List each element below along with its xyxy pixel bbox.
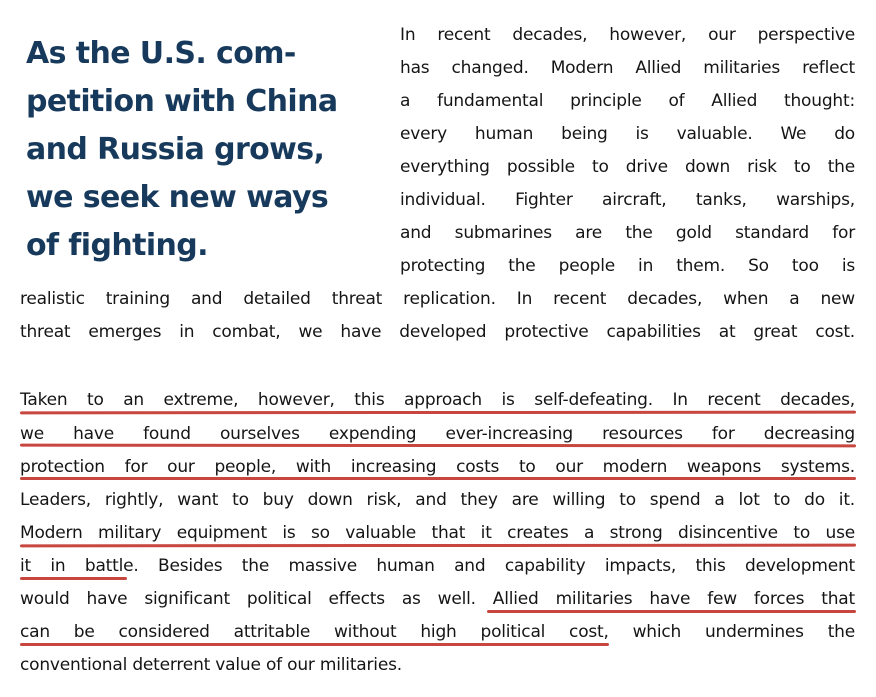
pull-quote-line: As the U.S. com- (26, 36, 296, 71)
paragraph-line: Taken to an extreme, however, this approach is self-defeating. In recent decades, (20, 390, 855, 410)
paragraph-line: everything possible to drive down risk to the (400, 157, 855, 177)
paragraph-line: individual. Fighter aircraft, tanks, warships, (400, 190, 855, 210)
highlight-underline (20, 643, 609, 646)
paragraph-line: protection for our people, with increasing costs to our modern weapons systems. (20, 457, 855, 477)
paragraph-line: would have significant political effects as well. Allied militaries have few forces that (20, 589, 855, 609)
pull-quote-line: we seek new ways (26, 180, 329, 215)
highlight-underline (487, 610, 856, 613)
paragraph-line: can be considered attritable without high political cost, which undermines the (20, 622, 855, 642)
paragraph-line: conventional deterrent value of our militaries. (20, 655, 402, 675)
paragraph-line: every human being is valuable. We do (400, 124, 855, 144)
paragraph-line: Modern military equipment is so valuable that it creates a strong disincentive to use (20, 523, 855, 543)
highlight-underline (20, 577, 127, 580)
paragraph-line: it in battle. Besides the massive human and capability impacts, this development (20, 556, 855, 576)
pull-quote (26, 30, 366, 270)
paragraph-line: has changed. Modern Allied militaries reflect (400, 58, 855, 78)
pull-quote-line: and Russia grows, (26, 132, 325, 167)
paragraph-line: Leaders, rightly, want to buy down risk, and they are willing to spend a lot to do it. (20, 490, 855, 510)
paragraph-line: we have found ourselves expending ever-increasing resources for decreasing (20, 424, 855, 444)
highlight-underline (20, 477, 856, 480)
highlight-underline (20, 411, 856, 415)
paragraph-line: protecting the people in them. So too is (400, 256, 855, 276)
paragraph-line: threat emerges in combat, we have developed protective capabilities at great cost. (20, 322, 855, 342)
paragraph-line: a fundamental principle of Allied thought: (400, 91, 855, 111)
paragraph-line: and submarines are the gold standard for (400, 223, 855, 243)
pull-quote-line: petition with China (26, 84, 338, 119)
highlight-underline (20, 444, 856, 448)
paragraph-line: realistic training and detailed threat replication. In recent decades, when a new (20, 289, 855, 309)
pull-quote-line: of fighting. (26, 228, 208, 263)
highlight-underline (20, 544, 856, 548)
paragraph-line: In recent decades, however, our perspective (400, 25, 855, 45)
